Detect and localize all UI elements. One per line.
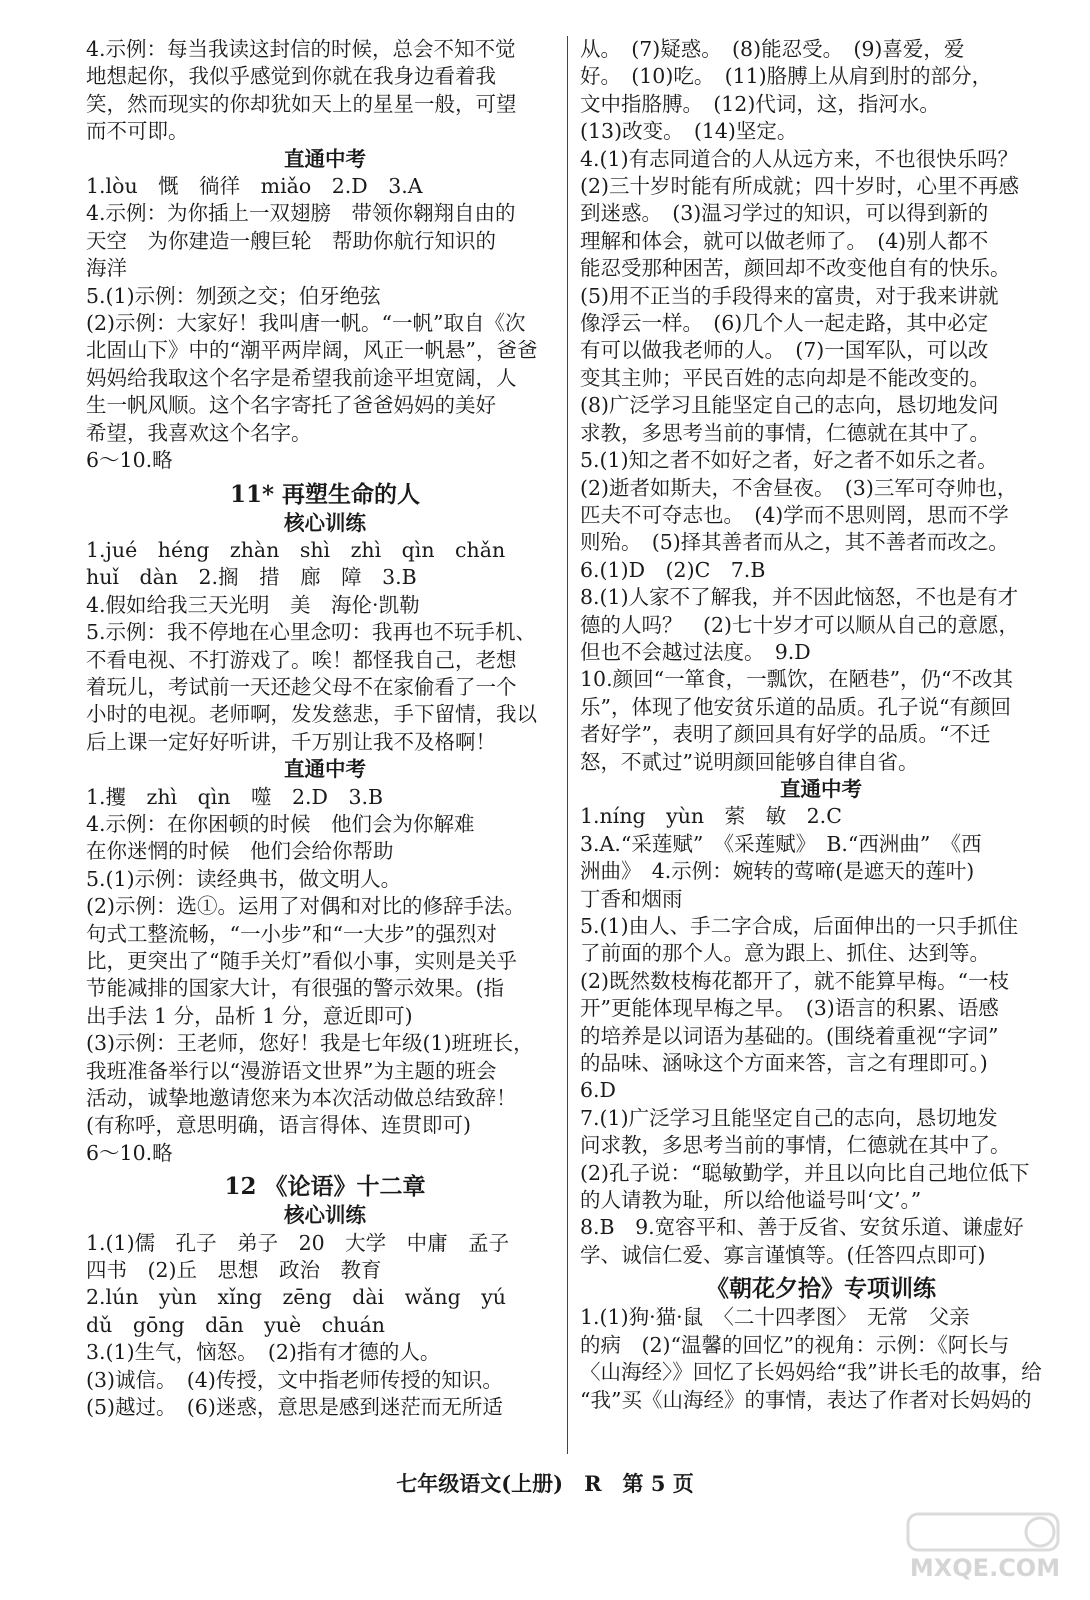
text-line: 问求教，多思考当前的事情，仁德就在其中了。 <box>580 1133 1011 1158</box>
text-line: (2)逝者如斯夫，不舍昼夜。 (3)三军可夺帅也， <box>580 475 1018 500</box>
text-line: (13)改变。 (14)坚定。 <box>580 119 798 144</box>
text-line: 的病 (2)“温馨的回忆”的视角：示例：《阿长与 <box>580 1332 1010 1357</box>
text-line: dǔ gōng dān yuè chuán <box>86 1312 385 1337</box>
text-line: 1.lòu 慨 徜徉 miǎo 2.D 3.A <box>86 174 423 199</box>
subsection-title: 直通中考 <box>284 757 366 782</box>
text-line: 句式工整流畅，“一小步”和“一大步”的强烈对 <box>86 921 497 946</box>
text-line: 7.(1)广泛学习且能坚定自己的志向，恳切地发 <box>580 1105 998 1130</box>
text-line: 地想起你，我似乎感觉到你就在我身边看着我 <box>86 64 496 89</box>
text-line: (2)既然数枝梅花都开了，就不能算早梅。“一枝 <box>580 968 1010 993</box>
text-line: (3)示例：王老师，您好！我是七年级(1)班班长， <box>86 1031 534 1056</box>
watermark-url: MXQE.COM <box>909 1554 1061 1582</box>
text-line: 怒，不贰过”说明颜回能够自律自省。 <box>580 749 919 774</box>
text-line: (8)广泛学习且能坚定自己的志向，恳切地发问 <box>580 393 999 418</box>
text-line: 1.níng yùn 萦 敏 2.C <box>580 804 842 829</box>
text-line: 学、诚信仁爱、寡言谨慎等。(任答四点即可) <box>580 1242 986 1267</box>
text-line: 小时的电视。老师啊，发发慈悲，手下留情，我以 <box>86 702 537 727</box>
section-title: 12 《论语》十二章 <box>224 1173 426 1201</box>
text-line: 5.(1)知之者不如好之者，好之者不如乐之者。 <box>580 448 998 473</box>
right-column <box>580 36 1062 1414</box>
text-line: 1.(1)狗·猫·鼠 〈二十四孝图〉 无常 父亲 <box>580 1305 970 1330</box>
text-line: 理解和体会，就可以做老师了。 (4)别人都不 <box>580 228 989 253</box>
text-line: 4.示例：每当我读这封信的时候，总会不知不觉 <box>86 37 516 61</box>
text-line: 有可以做我老师的人。 (7)一国军队，可以改 <box>580 338 989 363</box>
left-column <box>86 36 564 1422</box>
text-line: 能忍受那种困苦，颜回却不改变他自有的快乐。 <box>580 256 1011 281</box>
text-line: 4.示例：在你困顿的时候 他们会为你解难 <box>86 811 475 836</box>
text-line: (有称呼，意思明确，语言得体、连贯即可) <box>86 1113 471 1138</box>
text-line: (2)孔子说：“聪敏勤学，并且以向比自己地位低下 <box>580 1160 1030 1185</box>
text-line: 1.jué héng zhàn shì zhì qìn chǎn <box>86 537 506 562</box>
text-line: 妈妈给我取这个名字是希望我前途平坦宽阔，人 <box>86 365 517 390</box>
text-line: 天空 为你建造一艘巨轮 帮助你航行知识的 <box>86 228 496 253</box>
text-line: 匹夫不可夺志也。 (4)学而不思则罔，思而不学 <box>580 502 1009 527</box>
text-line: 1.(1)儒 孔子 弟子 20 大学 中庸 孟子 <box>86 1230 510 1255</box>
text-line: 洲曲》 4.示例：婉转的莺啼(是遮天的莲叶) <box>580 859 975 884</box>
text-line: (5)用不正当的手段得来的富贵，对于我来讲就 <box>580 283 999 308</box>
text-line: 好。 (10)吃。 (11)胳膊上从肩到肘的部分， <box>580 64 993 89</box>
text-line: (2)三十岁时能有所成就；四十岁时，心里不再感 <box>580 174 1020 199</box>
text-line: 〈山海经〉》回忆了长妈妈给“我”讲长毛的故事，给 <box>580 1360 1042 1385</box>
text-line: (2)示例：选①。运用了对偶和对比的修辞手法。 <box>86 894 526 919</box>
text-line: 6～10.略 <box>86 1140 173 1165</box>
subsection-title: 直通中考 <box>284 146 366 171</box>
text-line: 着玩儿，考试前一天还趁父母不在家偷看了一个 <box>86 674 517 699</box>
column-divider <box>567 36 568 1454</box>
text-line: 求教，多思考当前的事情，仁德就在其中了。 <box>580 420 990 445</box>
text-line: 生一帆风顺。这个名字寄托了爸爸妈妈的美好 <box>86 393 496 418</box>
text-line: 者好学”，表明了颜回具有好学的品质。“不迁 <box>580 722 991 747</box>
text-line: 但也不会越过法度。 9.D <box>580 639 811 664</box>
text-line: 比，更突出了“随手关灯”看似小事，实则是关乎 <box>86 949 517 973</box>
text-line: 四书 (2)丘 思想 政治 教育 <box>86 1258 382 1283</box>
text-line: 文中指胳膊。 (12)代词，这，指河水。 <box>580 91 940 116</box>
text-line: 5.(1)示例：刎颈之交；伯牙绝弦 <box>86 283 381 308</box>
text-line: 5.(1)示例：读经典书，做文明人。 <box>86 866 402 891</box>
text-line: 8.(1)人家不了解我，并不因此恼怒，不也是有才 <box>580 585 1019 610</box>
text-line: 4.假如给我三天光明 美 海伦·凯勒 <box>86 592 420 617</box>
watermark-logo-icon <box>900 1510 1070 1554</box>
text-line: 变其主帅；平民百姓的志向却是不能改变的。 <box>580 365 990 390</box>
text-line: (5)越过。 (6)迷惑，意思是感到迷茫而无所适 <box>86 1395 503 1420</box>
text-line: 2.lún yùn xǐng zēng dài wǎng yú <box>86 1285 506 1310</box>
text-line: 5.示例：我不停地在心里念叨：我再也不玩手机、 <box>86 620 537 645</box>
text-line: 则殆。 (5)择其善者而从之，其不善者而改之。 <box>580 530 1009 555</box>
watermark <box>900 1510 1070 1590</box>
section-title: 《朝花夕拾》专项训练 <box>706 1275 936 1303</box>
text-line: 5.(1)由人、手二字合成，后面伸出的一只手抓住 <box>580 914 1019 938</box>
text-line: 像浮云一样。 (6)几个人一起走路，其中必定 <box>580 311 989 336</box>
text-line: 后上课一定好好听讲，千万别让我不及格啊！ <box>86 729 496 754</box>
text-line: (3)诚信。 (4)传授，文中指老师传授的知识。 <box>86 1367 503 1392</box>
text-line: 开”更能体现早梅之早。 (3)语言的积累、语感 <box>580 996 999 1021</box>
text-line: 的品味、涵咏这个方面来答，言之有理即可。) <box>580 1051 988 1076</box>
text-line: 我班准备举行以“漫游语文世界”为主题的班会 <box>86 1058 497 1083</box>
text-line: 乐”，体现了他安贫乐道的品质。孔子说“有颜回 <box>580 694 1011 719</box>
text-line: 4.示例：为你插上一双翅膀 带领你翱翔自由的 <box>86 201 516 226</box>
text-line: 出手法 1 分，品析 1 分，意近即可) <box>86 1003 413 1028</box>
text-line: “我”买《山海经》的事情，表达了作者对长妈妈的 <box>580 1387 1032 1412</box>
text-line: 海洋 <box>86 256 127 281</box>
subsection-title: 核心训练 <box>284 510 366 535</box>
text-line: 活动，诚挚地邀请您来为本次活动做总结致辞！ <box>86 1086 517 1111</box>
text-line: 10.颜回“一箪食，一瓢饮，在陋巷”，仍“不改其 <box>580 667 1014 692</box>
text-line: 丁香和烟雨 <box>580 886 683 911</box>
text-line: 节能减排的国家大计，有很强的警示效果。(指 <box>86 976 504 1001</box>
text-line: 6～10.略 <box>86 448 173 473</box>
text-line: 笑，然而现实的你却犹如天上的星星一般，可望 <box>86 91 517 116</box>
text-line: 的人请教为耻，所以给他谥号叫‘文’。” <box>580 1188 922 1213</box>
text-line: 北固山下》中的“潮平两岸阔，风正一帆悬”，爸爸 <box>86 338 538 363</box>
text-line: 3.(1)生气，恼怒。 (2)指有才德的人。 <box>86 1340 441 1365</box>
text-line: huǐ dàn 2.搁 措 廊 障 3.B <box>86 565 417 590</box>
text-line: 不看电视、不打游戏了。唉！都怪我自己，老想 <box>86 647 517 672</box>
text-line: 6.(1)D (2)C 7.B <box>580 557 766 582</box>
text-line: 8.B 9.宽容平和、善于反省、安贫乐道、谦虚好 <box>580 1215 1024 1240</box>
text-line: 在你迷惘的时候 他们会给你帮助 <box>86 839 394 864</box>
section-title: 11* 再塑生命的人 <box>229 480 421 508</box>
text-line: 1.攫 zhì qìn 噬 2.D 3.B <box>86 784 384 809</box>
page-footer: 七年级语文(上册) R 第 5 页 <box>396 1471 694 1496</box>
text-line: 德的人吗？ (2)七十岁才可以顺从自己的意愿， <box>580 612 1020 637</box>
text-line: 而不可即。 <box>86 119 189 144</box>
text-line: (2)示例：大家好！我叫唐一帆。“一帆”取自《次 <box>86 311 526 336</box>
text-line: 的培养是以词语为基础的。(围绕着重视“字词” <box>580 1023 999 1048</box>
text-line: 3.A.“采莲赋” 《采莲赋》 B.“西洲曲” 《西 <box>580 831 982 856</box>
text-line: 4.(1)有志同道合的人从远方来，不也很快乐吗？ <box>580 146 1019 171</box>
text-line: 了前面的那个人。意为跟上、抓住、达到等。 <box>580 941 990 966</box>
text-line: 到迷惑。 (3)温习学过的知识，可以得到新的 <box>580 201 989 226</box>
subsection-title: 核心训练 <box>284 1203 366 1228</box>
subsection-title: 直通中考 <box>780 776 862 801</box>
text-line: 从。 (7)疑惑。 (8)能忍受。 (9)喜爱，爱 <box>580 37 965 61</box>
text-line: 希望，我喜欢这个名字。 <box>86 420 312 445</box>
text-line: 6.D <box>580 1078 616 1103</box>
